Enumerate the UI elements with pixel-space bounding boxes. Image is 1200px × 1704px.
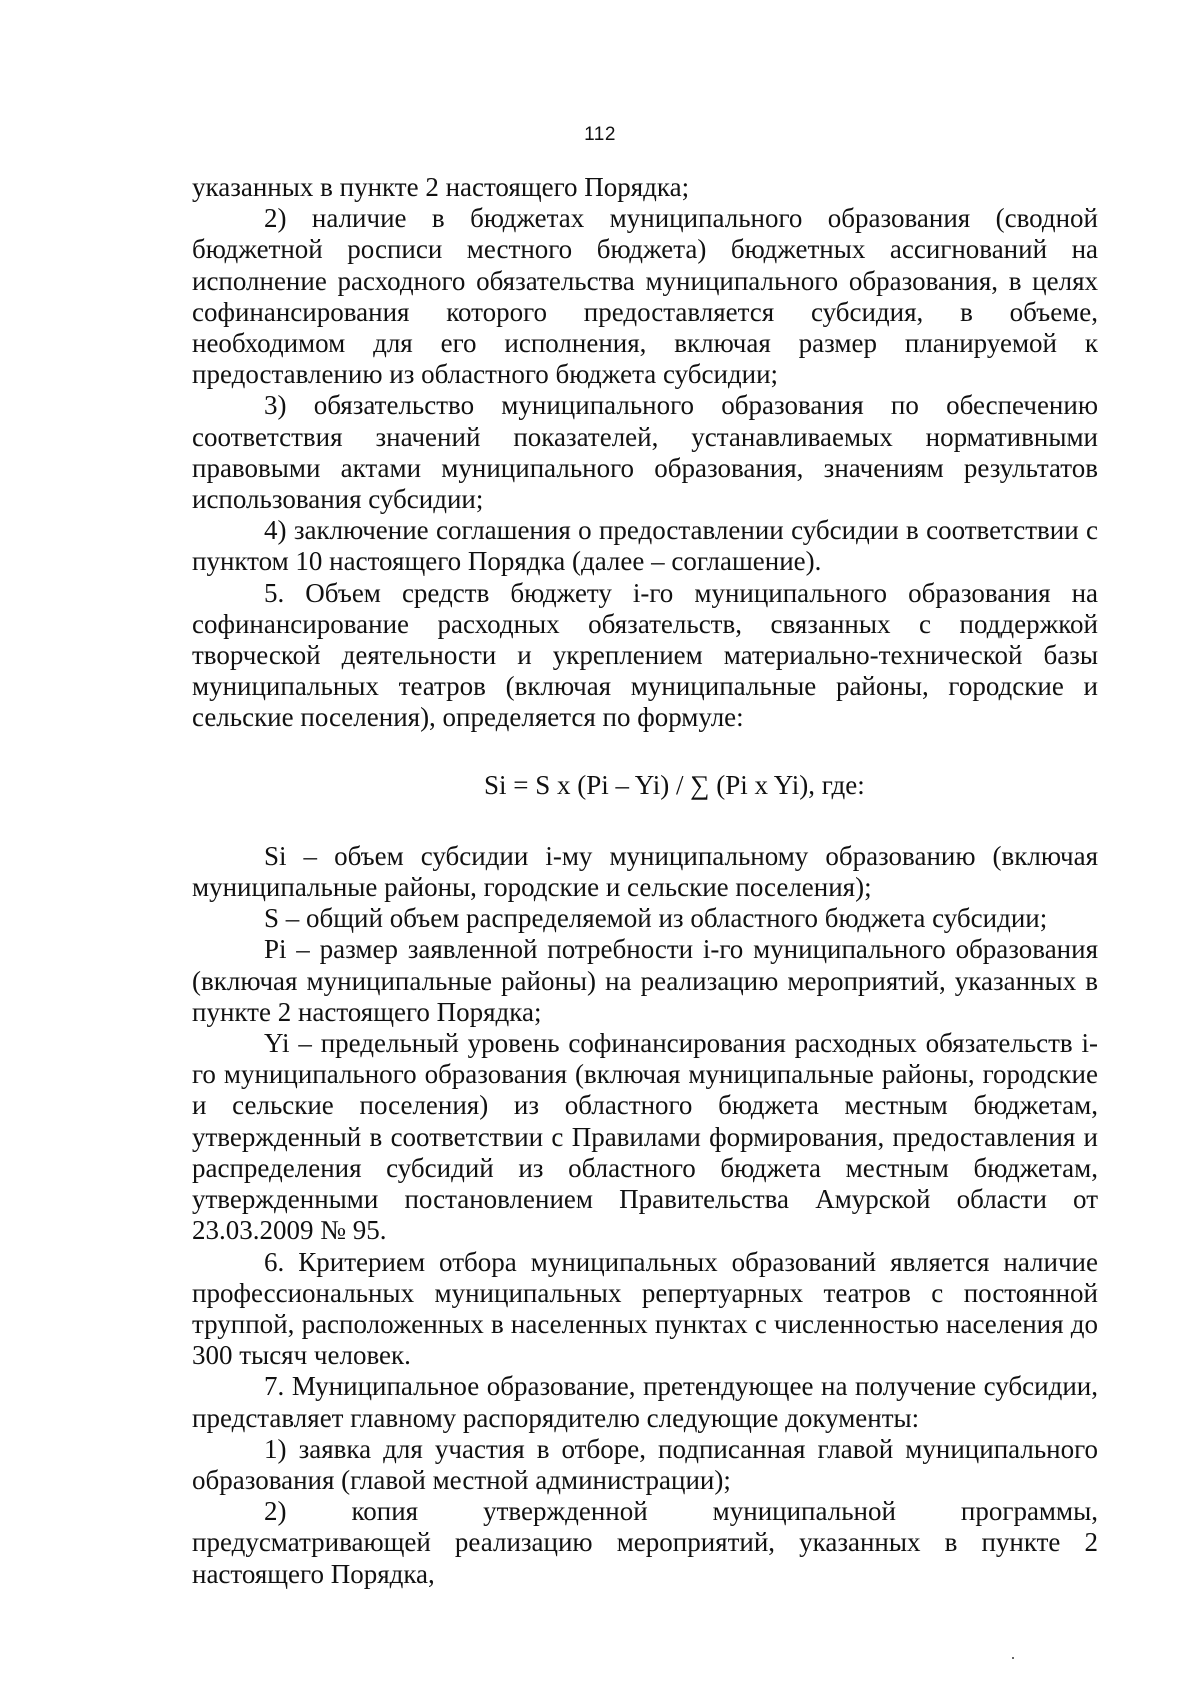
paragraphs-before-formula (192, 172, 1098, 734)
paragraph: 6. Критерием отбора муниципальных образований является наличие профессиональных муниципальных репертуарных театров с постоянной труппой, расположенных в населенных пунктах с численностью населения до 300 тысяч человек. (192, 1246, 1098, 1371)
paragraph: указанных в пункте 2 настоящего Порядка; (192, 172, 690, 202)
paragraph: Si – объем субсидии i-му муниципальному образованию (включая муниципальные районы, городские и сельские поселения); (192, 840, 1098, 903)
paragraph: Yi – предельный уровень софинансирования расходных обязательств i-го муниципального образования (включая муниципальные районы, городские и сельские поселения) из областного бюджета местным бюджетам, утвержденный в соответствии с Правилами формирования, предоставления и распределения субсидий из областного бюджета местным бюджетам, утвержденными постановлением Правительства Амурской области от 23.03.2009 № 95. (192, 1028, 1098, 1246)
paragraph: Pi – размер заявленной потребности i-го муниципального образования (включая муниципальные районы) на реализацию мероприятий, указанных в пункте 2 настоящего Порядка; (192, 934, 1098, 1027)
paragraph: 4) заключение соглашения о предоставлении субсидии в соответствии с пунктом 10 настоящего Порядка (далее – соглашение). (192, 515, 1098, 577)
paragraphs-after-formula (192, 841, 1098, 1590)
paragraph: 7. Муниципальное образование, претендующее на получение субсидии, представляет главному распорядителю следующие документы: (192, 1371, 1098, 1433)
paragraph: 2) наличие в бюджетах муниципального образования (сводной бюджетной росписи местного бюджета) бюджетных ассигнований на исполнение расходного обязательства муниципального образования, в целях софинансирования которого предоставляется субсидия, в объеме, необходимом для его исполнения, включая размер планируемой к предоставлению из областного бюджета субсидии; (192, 203, 1098, 390)
paragraph: S – общий объем распределяемой из областного бюджета субсидии; (264, 903, 1048, 934)
paragraph: 2) копия утвержденной муниципальной программы, предусматривающей реализацию мероприятий, указанных в пункте 2 настоящего Порядка, (192, 1496, 1098, 1589)
paragraph: 1) заявка для участия в отборе, подписанная главой муниципального образования (главой местной администрации); (192, 1433, 1098, 1495)
page-number: 112 (584, 124, 616, 145)
scan-speck (1012, 1657, 1014, 1659)
document-body (192, 172, 1098, 1590)
subsidy-formula: Si = S x (Pi – Yi) / ∑ (Pi x Yi), где: (484, 769, 865, 800)
paragraph: 3) обязательство муниципального образования по обеспечению соответствия значений показателей, устанавливаемых нормативными правовыми актами муниципального образования, значениям результатов использования субсидии; (192, 390, 1098, 515)
paragraph: 5. Объем средств бюджету i-го муниципального образования на софинансирование расходных обязательств, связанных с поддержкой творческой деятельности и укреплением материально-технической базы муниципальных театров (включая муниципальные районы, городские и сельские поселения), определяется по формуле: (192, 577, 1098, 733)
